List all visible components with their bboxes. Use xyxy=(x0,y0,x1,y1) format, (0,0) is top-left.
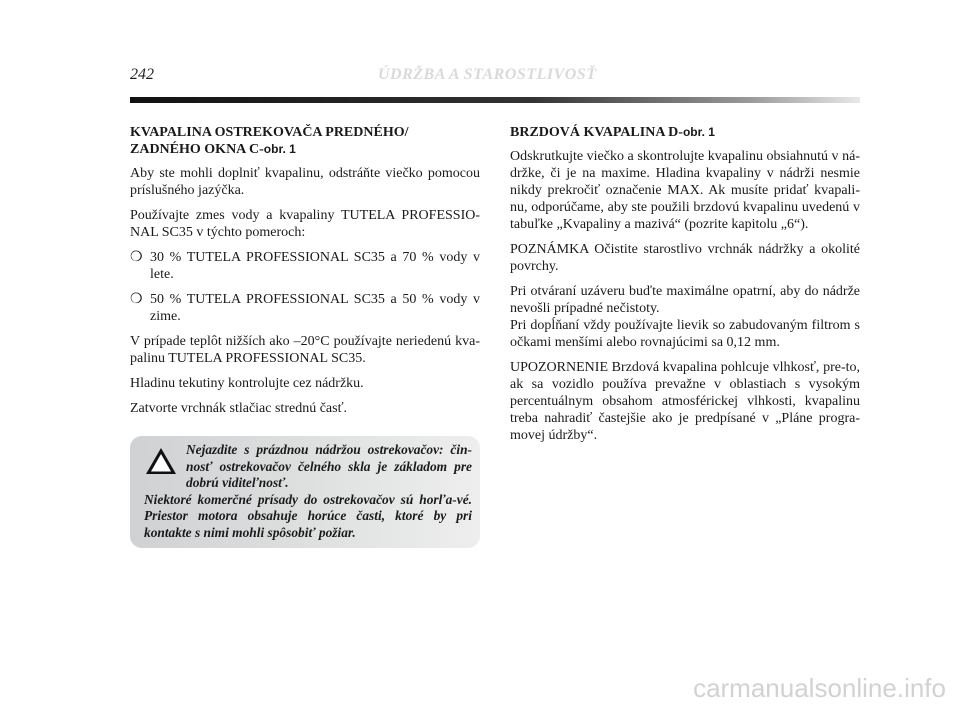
brake-fluid-figure-ref: obr. 1 xyxy=(682,125,715,139)
washer-fluid-heading-text: KVAPALINA OSTREKOVAČA PREDNÉHO/ ZADNÉHO OKNA C- xyxy=(130,125,409,157)
washer-fluid-figure-ref: obr. 1 xyxy=(263,142,296,156)
bullet-circle-icon: ❍ xyxy=(130,250,143,265)
washer-fluid-paragraph-5: Zatvorte vrchnák stlačiac strednú časť. xyxy=(130,401,348,416)
washer-fluid-paragraph-2: Používajte zmes vody a kvapaliny TUTELA PROFESSIO-NAL SC35 v týchto pomeroch: xyxy=(130,208,480,240)
washer-fluid-paragraph-1: Aby ste mohli doplniť kvapalinu, odstráňte viečko pomocou príslušného jazýčka. xyxy=(130,166,480,198)
warning-line-1: Nejazdite s prázdnou nádržou ostrekovačov: čin-nosť ostrekovačov čelného skla je základom pre dobrú viditeľnosť. xyxy=(186,442,472,490)
header-rule xyxy=(130,97,860,103)
watermark: carmanualsonline.info xyxy=(693,673,946,703)
warning-line-2: Niektoré komerčné prísady do ostrekovačov sú horľa-vé. Priestor motora obsahuje horúce časti, ktoré by pri kontakte s nimi mohli spôsobiť požiar. xyxy=(144,491,472,540)
warning-text xyxy=(144,442,472,541)
brake-fluid-note: POZNÁMKA Očistite starostlivo vrchnák nádržky a okolité povrchy. xyxy=(510,242,860,274)
bullet-circle-icon: ❍ xyxy=(130,292,143,307)
washer-fluid-heading xyxy=(130,124,480,158)
summer-mix-bullet xyxy=(130,249,480,283)
winter-mix-text: 50 % TUTELA PROFESSIONAL SC35 a 50 % vody v zime. xyxy=(150,292,480,324)
brake-fluid-heading-text: BRZDOVÁ KVAPALINA D- xyxy=(510,125,683,140)
washer-fluid-paragraph-4: Hladinu tekutiny kontrolujte cez nádržku. xyxy=(130,376,364,391)
summer-mix-text: 30 % TUTELA PROFESSIONAL SC35 a 70 % vody v lete. xyxy=(150,250,480,282)
winter-mix-bullet xyxy=(130,291,480,325)
brake-fluid-paragraph-3a: Pri otváraní uzáveru buďte maximálne opatrní, aby do nádrže nevošli prípadné nečistoty. xyxy=(510,284,860,316)
brake-fluid-caution: UPOZORNENIE Brzdová kvapalina pohlcuje vlhkosť, pre-to, ak sa vozidlo používa prevažne v oblastiach s vysokým percentuálnym obsahom atmosférickej vlhkosti, kvapalinu treba nahradiť častejšie ako je predpísané v „Pláne progra-movej údržby“. xyxy=(510,360,860,443)
brake-fluid-paragraph-3b: Pri dopĺňaní vždy používajte lievik so zabudovaným filtrom s očkami menšími alebo rovnajúcimi sa 0,12 mm. xyxy=(510,318,860,350)
warning-box xyxy=(130,436,480,548)
brake-fluid-paragraph-1: Odskrutkujte viečko a skontrolujte kvapalinu obsiahnutú v ná-držke, či je na maxime. Hladina kvapaliny v nádrži nesmie nikdy prekročiť označenie MAX. Ak musíte pridať kvapali-nu, odporúčame, aby ste použili brzdovú kvapalinu uvedenú v tabuľke „Kvapaliny a mazivá“ (pozrite kapitolu „6“). xyxy=(510,149,860,232)
right-column xyxy=(510,124,860,452)
page-number: 242 xyxy=(130,66,154,83)
left-column xyxy=(130,124,480,425)
brake-fluid-heading xyxy=(510,124,860,141)
washer-fluid-paragraph-3: V prípade teplôt nižších ako –20°C používajte neriedenú kva-palinu TUTELA PROFESSIONAL SC35. xyxy=(130,334,480,366)
running-title: ÚDRŽBA A STAROSTLIVOSŤ xyxy=(378,66,597,83)
